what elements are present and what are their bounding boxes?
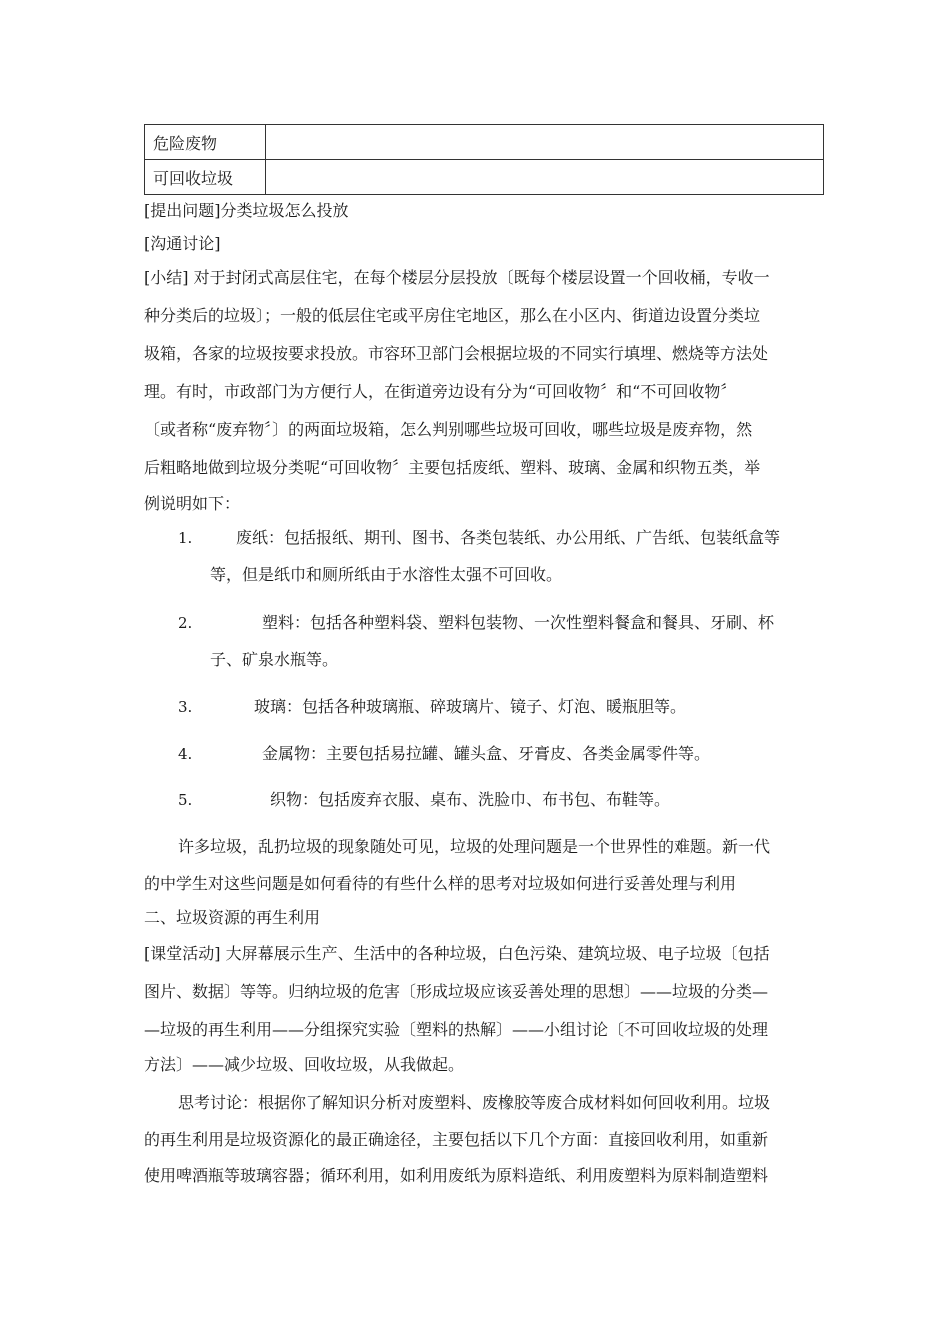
discuss-heading: [沟通讨论] [144,234,221,253]
summary-line: 理。有时，市政部门为方便行人，在街道旁边设有分为“可回收物〞和“不可回收物〞 [144,382,737,401]
list-item: 金属物：主要包括易拉罐、罐头盒、牙膏皮、各类金属零件等。 [262,744,711,763]
table-row [145,125,824,160]
list-item-cont: 等，但是纸巾和厕所纸由于水溶性太强不可回收。 [210,565,563,584]
row-value-recyclable [266,160,824,195]
list-number: 4. [178,745,193,763]
summary-line: [小结] 对于封闭式高层住宅，在每个楼层分层投放〔既每个楼层设置一个回收桶，专收一 [144,268,770,287]
list-number: 1. [178,529,193,547]
summary-line: 例说明如下： [144,494,241,513]
paragraph-line: 的中学生对这些问题是如何看待的有些什么样的思考对垃圾如何进行妥善处理与利用 [144,874,737,893]
activity-line: [课堂活动] 大屏幕展示生产、生活中的各种垃圾，白色污染、建筑垃圾、电子垃圾〔包括 [144,944,770,963]
summary-line: 〔或者称“废弃物〞〕的两面垃圾箱，怎么判别哪些垃圾可回收，哪些垃圾是废弃物，然 [144,420,753,439]
list-number: 3. [178,698,193,716]
activity-line: —垃圾的再生利用——分组探究实验〔塑料的热解〕——小组讨论〔不可回收垃圾的处理 [144,1020,769,1039]
think-line: 使用啤酒瓶等玻璃容器；循环利用，如利用废纸为原料造纸、利用废塑料为原料制造塑料 [144,1166,769,1185]
list-item: 织物：包括废弃衣服、桌布、洗脸巾、布书包、布鞋等。 [270,790,671,809]
think-line: 的再生利用是垃圾资源化的最正确途径，主要包括以下几个方面：直接回收利用，如重新 [144,1130,769,1149]
list-item: 废纸：包括报纸、期刊、图书、各类包装纸、办公用纸、广告纸、包装纸盒等 [236,528,781,547]
summary-line: 种分类后的垃圾〕；一般的低层住宅或平房住宅地区，那么在小区内、街道边设置分类垃 [144,306,761,325]
activity-line: 图片、数据〕等等。归纳垃圾的危害〔形成垃圾应该妥善处理的思想〕——垃圾的分类— [144,982,769,1001]
list-item-cont: 子、矿泉水瓶等。 [210,650,339,669]
list-item: 玻璃：包括各种玻璃瓶、碎玻璃片、镜子、灯泡、暖瓶胆等。 [254,697,687,716]
activity-line: 方法〕——减少垃圾、回收垃圾，从我做起。 [144,1055,465,1074]
list-number: 2. [178,614,193,632]
paragraph-line: 许多垃圾，乱扔垃圾的现象随处可见，垃圾的处理问题是一个世界性的难题。新一代 [178,837,771,856]
waste-category-table [144,124,824,195]
think-line: 思考讨论：根据你了解知识分析对废塑料、废橡胶等废合成材料如何回收利用。垃圾 [178,1093,771,1112]
row-value-hazardous [266,125,824,160]
list-number: 5. [178,791,193,809]
row-label-recyclable: 可回收垃圾 [145,160,266,195]
section-heading: 二、垃圾资源的再生利用 [144,908,321,927]
row-label-hazardous: 危险废物 [145,125,266,160]
summary-line: 后粗略地做到垃圾分类呢“可回收物〞主要包括废纸、塑料、玻璃、金属和织物五类，举 [144,458,761,477]
question-heading: [提出问题]分类垃圾怎么投放 [144,201,349,220]
list-item: 塑料：包括各种塑料袋、塑料包装物、一次性塑料餐盒和餐具、牙刷、杯 [262,613,775,632]
table-row [145,160,824,195]
summary-line: 圾箱，各家的垃圾按要求投放。市容环卫部门会根据垃圾的不同实行填埋、燃烧等方法处 [144,344,769,363]
